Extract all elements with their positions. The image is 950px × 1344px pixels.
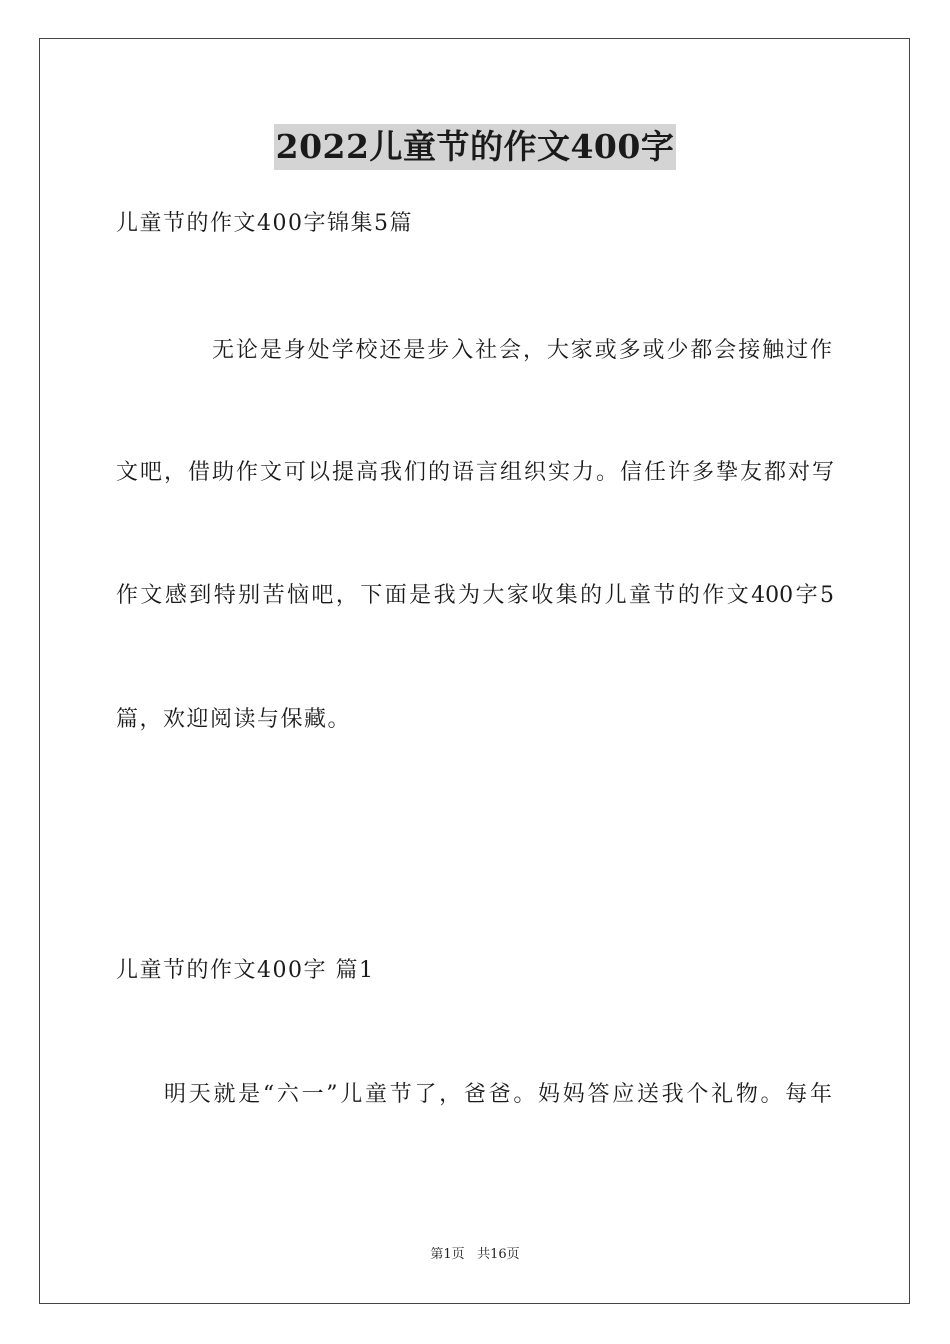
intro-line-4: 篇，欢迎阅读与保藏。	[116, 707, 352, 732]
section-first-line: 明天就是“六一”儿童节了，爸爸。妈妈答应送我个礼物。每年	[164, 1082, 832, 1107]
intro-line-2: 文吧，借助作文可以提高我们的语言组织实力。信任许多挚友都对写	[116, 460, 834, 485]
section-heading: 儿童节的作文400字 篇1	[116, 958, 375, 983]
title-container	[0, 124, 950, 170]
page-total: 共16页	[477, 1247, 520, 1262]
intro-line-3: 作文感到特别苦恼吧，下面是我为大家收集的儿童节的作文400字5	[116, 583, 834, 608]
page-footer	[0, 1246, 950, 1264]
page-number: 第1页	[430, 1247, 465, 1262]
document-title: 2022儿童节的作文400字	[274, 124, 677, 170]
intro-line-1: 无论是身处学校还是步入社会，大家或多或少都会接触过作	[212, 338, 832, 363]
document-subtitle: 儿童节的作文400字锦集5篇	[116, 211, 413, 236]
